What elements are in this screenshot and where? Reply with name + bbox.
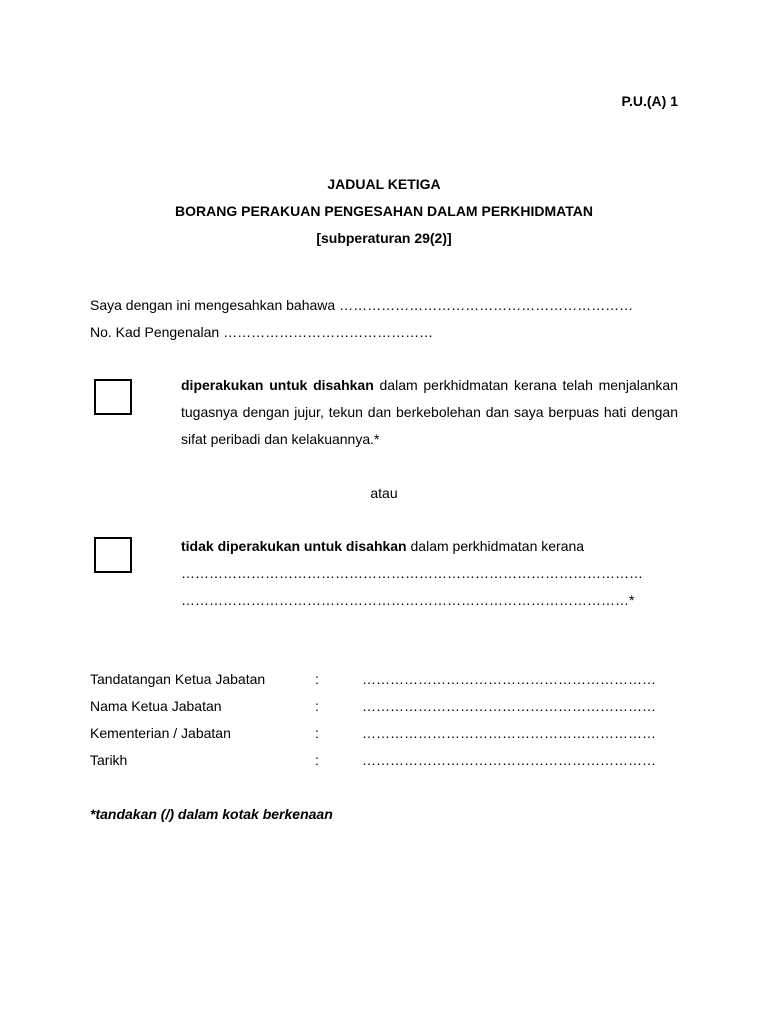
document-ref: P.U.(A) 1 <box>621 93 678 109</box>
option-recommended-text <box>181 372 678 453</box>
footnote: *tandakan (/) dalam kotak berkenaan <box>90 806 333 822</box>
head-name-label: Nama Ketua Jabatan <box>90 698 222 714</box>
ic-number-line: No. Kad Pengenalan ……………………………………… <box>90 324 434 340</box>
colon: : <box>315 698 319 714</box>
option-not-recommended-bold: tidak diperakukan untuk disahkan <box>181 538 407 554</box>
certify-line: Saya dengan ini mengesahkan bahawa ……………………………………………………… <box>90 297 634 313</box>
head-name-field[interactable]: ……………………………………………………… <box>362 698 656 714</box>
or-separator: atau <box>370 485 398 501</box>
regulation-ref: [subperaturan 29(2)] <box>316 230 452 246</box>
ministry-department-label: Kementerian / Jabatan <box>90 725 231 741</box>
option-recommended-bold: diperakukan untuk disahkan <box>181 377 374 393</box>
colon: : <box>315 752 319 768</box>
reason-line-2: …………………………………………………………………………………… <box>181 592 629 608</box>
date-label: Tarikh <box>90 752 128 768</box>
date-field[interactable]: ……………………………………………………… <box>362 752 656 768</box>
colon: : <box>315 671 319 687</box>
ministry-department-field[interactable]: ……………………………………………………… <box>362 725 656 741</box>
option-not-recommended-text <box>181 538 584 554</box>
option-not-recommended-body: dalam perkhidmatan kerana <box>406 538 585 554</box>
reason-line-1[interactable]: ……………………………………………………………………………………… <box>181 565 643 581</box>
reason-line-2-wrap[interactable] <box>181 592 634 608</box>
head-signature-label: Tandatangan Ketua Jabatan <box>90 671 266 687</box>
checkbox-recommended[interactable] <box>94 379 132 415</box>
form-title: BORANG PERAKUAN PENGESAHAN DALAM PERKHIDMATAN <box>175 203 593 219</box>
schedule-title: JADUAL KETIGA <box>327 176 441 192</box>
head-signature-field[interactable]: ……………………………………………………… <box>362 671 656 687</box>
checkbox-not-recommended[interactable] <box>94 537 132 573</box>
colon: : <box>315 725 319 741</box>
option-recommended-body: dalam perkhidmatan kerana telah menjalankan tugasnya dengan jujur, tekun dan berkebolehan dan saya berpuas hati dengan sifat peribadi dan kelakuannya.* <box>181 377 678 447</box>
reason-asterisk: * <box>629 592 635 608</box>
